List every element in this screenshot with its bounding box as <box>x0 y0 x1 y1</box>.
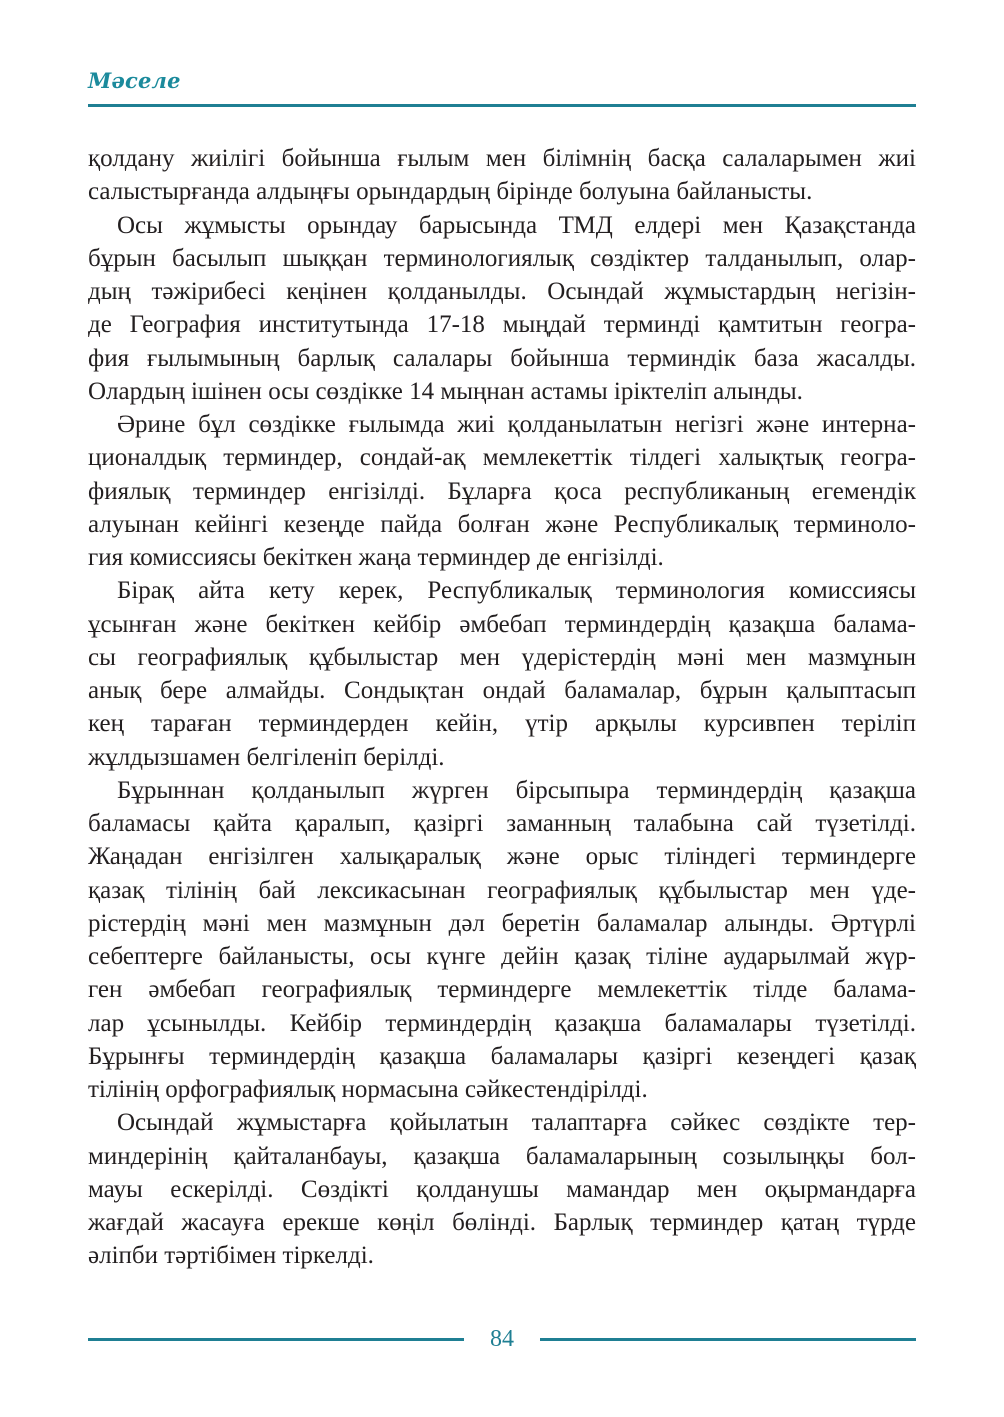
text-line: әліпби тәртібімен тіркелді. <box>88 1242 374 1270</box>
text-line: Бұрынғы терминдердің қазақша баламалары қазіргі кезеңдегі қазақ <box>88 1042 916 1070</box>
paragraph <box>88 574 916 774</box>
text-line: ұсынған және бекіткен кейбір әмбебап терминдердің қазақша балама- <box>88 610 916 638</box>
text-line: себептерге байланысты, осы күнге дейін қазақ тіліне аударылмай жүр- <box>88 943 916 970</box>
text-line: Бұрыннан қолданылып жүрген бірсыпыра терминдердің қазақша <box>117 776 916 804</box>
text-line: жағдай жасауға ерекше көңіл бөлінді. Барлық терминдер қатаң түрде <box>88 1209 916 1236</box>
text-line: тілінің орфографиялық нормасына сәйкестендірілді. <box>88 1076 648 1103</box>
text-line: ген әмбебап географиялық терминдерге мемлекеттік тілде балама- <box>88 976 916 1004</box>
text-line: жұлдызшамен белгіленіп берілді. <box>88 743 445 771</box>
text-line: қолдану жиілігі бойынша ғылым мен білімнің басқа салаларымен жиі <box>88 145 916 172</box>
text-line: ционалдық терминдер, сондай-ақ мемлекеттік тілдегі халықтық геогра- <box>88 444 916 472</box>
text-line: Олардың ішінен осы сөздікке 14 мыңнан астамы іріктеліп алынды. <box>88 377 803 405</box>
running-title: Мәселе <box>88 68 181 93</box>
body-text <box>88 142 916 1273</box>
text-line: де География институтында 17-18 мыңдай терминді қамтитын геогра- <box>88 311 916 339</box>
footer-rule-left <box>88 1338 464 1341</box>
text-line: кең тараған терминдерден кейін, үтір арқылы курсивпен теріліп <box>88 710 916 738</box>
text-line: Бірақ айта кету керек, Республикалық терминология комиссиясы <box>117 577 916 605</box>
header-rule <box>88 104 916 107</box>
text-line: гия комиссиясы бекіткен жаңа терминдер де енгізілді. <box>88 544 664 571</box>
text-line: Осы жұмысты орындау барысында ТМД елдері мен Қазақстанда <box>117 211 916 239</box>
text-line: фиялық терминдер енгізілді. Бұларға қоса республиканың егемендік <box>88 477 916 505</box>
text-line: Осындай жұмыстарға қойылатын талаптарға сәйкес сөздікте тер- <box>117 1109 916 1137</box>
text-line: алуынан кейінгі кезеңде пайда болған және Республикалық терминоло- <box>88 510 916 538</box>
text-line: Жаңадан енгізілген халықаралық және орыс тіліндегі терминдерге <box>88 843 916 871</box>
page-number: 84 <box>490 1326 514 1352</box>
text-line: қазақ тілінің бай лексикасынан географиялық құбылыстар мен үде- <box>88 876 916 904</box>
paragraph <box>88 774 916 1107</box>
footer-rule-right <box>540 1338 916 1341</box>
text-line: салыстырғанда алдыңғы орындардың бірінде болуына байланысты. <box>88 178 813 206</box>
text-line: мауы ескерілді. Сөздікті қолданушы мамандар мен оқырмандарға <box>88 1175 916 1203</box>
text-line: бұрын басылып шыққан терминологиялық сөздіктер талданылып, олар- <box>88 244 916 272</box>
paragraph <box>88 209 916 409</box>
paragraph <box>88 408 916 574</box>
text-line: дың тәжірибесі кеңінен қолданылды. Осындай жұмыстардың негізін- <box>88 278 916 305</box>
text-line: рістердің мәні мен мазмұнын дәл беретін баламалар алынды. Әртүрлі <box>88 909 916 937</box>
text-line: анық бере алмайды. Сондықтан ондай баламалар, бұрын қалыптасып <box>88 677 916 704</box>
text-line: фия ғылымының барлық салалары бойынша терминдік база жасалды. <box>88 344 916 372</box>
text-line: сы географиялық құбылыстар мен үдерістердің мәні мен мазмұнын <box>88 643 916 671</box>
text-line: лар ұсынылды. Кейбір терминдердің қазақша баламалары түзетілді. <box>88 1009 916 1037</box>
paragraph <box>88 1106 916 1272</box>
text-line: баламасы қайта қаралып, қазіргі заманның талабына сай түзетілді. <box>88 810 916 837</box>
text-line: миндерінің қайталанбауы, қазақша баламаларының созылыңқы бол- <box>88 1142 916 1170</box>
paragraph <box>88 142 916 209</box>
text-line: Әрине бұл сөздікке ғылымда жиі қолданылатын негізгі және интерна- <box>117 411 916 438</box>
